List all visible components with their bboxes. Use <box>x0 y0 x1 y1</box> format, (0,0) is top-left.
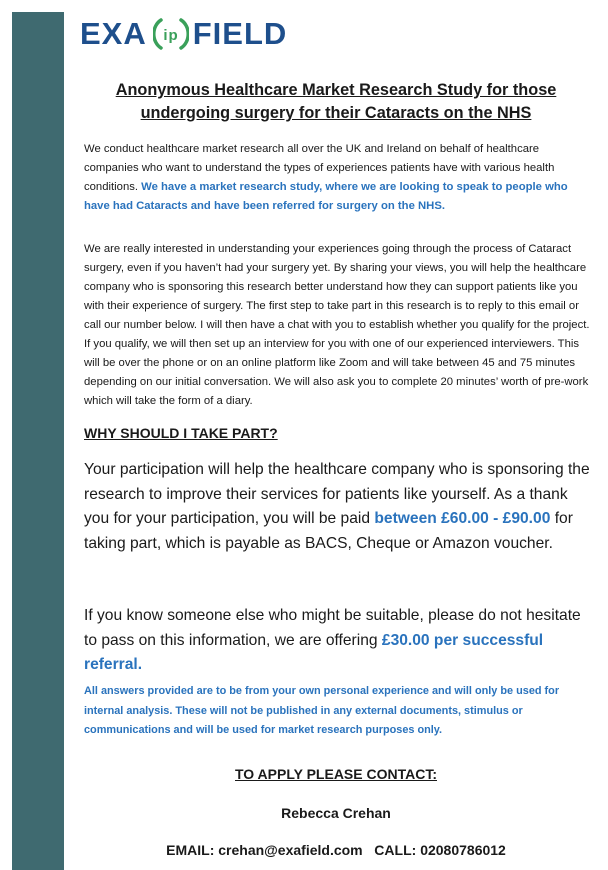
why-text-after: for taking part, which is payable as BACS, Cheque or Amazon voucher. <box>84 510 573 552</box>
why-paragraph <box>84 458 594 556</box>
why-heading: WHY SHOULD I TAKE PART? <box>84 425 278 441</box>
left-accent-bar <box>12 12 64 870</box>
referral-paragraph <box>84 604 594 678</box>
intro-text: We conduct healthcare market research all over the UK and Ireland on behalf of healthcare companies who want to understand the types of experiences patients have with various health conditions. <box>84 143 555 193</box>
title-line-2: undergoing surgery for their Cataracts on the NHS <box>140 104 532 122</box>
email-link[interactable]: crehan@exafield.com <box>218 842 363 858</box>
referral-text: If you know someone else who might be suitable, please do not hesitate to pass on this information, we are offering <box>84 607 581 649</box>
apply-heading: TO APPLY PLEASE CONTACT: <box>235 766 437 782</box>
phone-number[interactable]: 02080786012 <box>420 842 506 858</box>
call-label: CALL: <box>374 842 417 858</box>
referral-amount: £30.00 per successful referral. <box>84 631 544 673</box>
contact-name: Rebecca Crehan <box>281 805 391 821</box>
intro-paragraph <box>84 140 594 216</box>
page-title <box>84 79 588 125</box>
logo-mark-icon <box>153 14 189 54</box>
payment-amount: between £60.00 - £90.00 <box>374 510 551 527</box>
logo-mark-letters: ip <box>163 27 179 44</box>
contact-details <box>84 842 588 858</box>
details-paragraph: We are really interested in understanding your experiences going through the process of Cataract surgery, even if you haven’t had your surgery yet. By sharing your views, you will help the healthcare company who is sponsoring this research better understand how they can support patients like you with their experience of surgery. The first step to take part in this research is to reply to this email or call our number below. I will then have a chat with you to establish whether you qualify for the project. If you qualify, we will then set up an interview for you with one of our experienced interviewers. This will be over the phone or on an online platform like Zoom and will take between 45 and 75 minutes depending on our initial conversation. We will also ask you to complete 20 minutes’ worth of pre-work which will take the form of a diary. <box>84 243 590 407</box>
disclaimer-text: All answers provided are to be from your own personal experience and will only be used for internal analysis. These will not be published in any external documents, stimulus or communications and will be used for market research purposes only. <box>84 685 560 736</box>
why-text-before: Your participation will help the healthcare company who is sponsoring the research to improve their services for patients like yourself. As a thank you for your participation, you will be paid <box>84 461 590 527</box>
email-label: EMAIL: <box>166 842 215 858</box>
intro-highlight: We have a market research study, where we are looking to speak to people who have had Cataracts and have been referred for surgery on the NHS. <box>84 181 568 212</box>
logo-text-left: EXA <box>80 16 147 51</box>
logo-text-right: FIELD <box>192 16 288 51</box>
title-line-1: Anonymous Healthcare Market Research Study for those <box>115 81 557 99</box>
exafield-logo <box>80 12 287 56</box>
